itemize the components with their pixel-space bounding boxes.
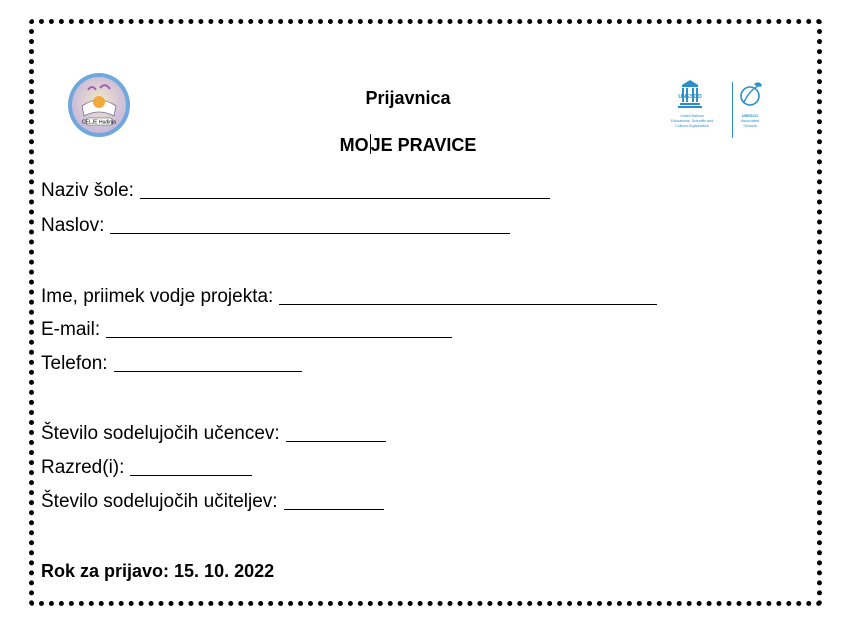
field-phone: Telefon: (41, 353, 302, 375)
field-leader-name: Ime, priimek vodje projekta: (41, 286, 657, 308)
field-classes: Razred(i): (41, 457, 252, 479)
unesco-logo (662, 76, 780, 142)
leader-name-blank[interactable] (279, 286, 657, 305)
svg-text:Schools: Schools (743, 124, 757, 128)
field-teacher-count: Število sodelujočih učiteljev: (41, 491, 384, 513)
teacher-count-blank[interactable] (284, 491, 384, 510)
school-name-blank[interactable] (140, 180, 550, 199)
classes-blank[interactable] (130, 457, 252, 476)
field-school-name: Naziv šole: (41, 180, 550, 202)
svg-text:Educational, Scientific and: Educational, Scientific and (670, 119, 714, 123)
field-student-count: Število sodelujočih učencev: (41, 423, 386, 445)
phone-blank[interactable] (114, 353, 302, 372)
field-address: Naslov: (41, 215, 510, 237)
form-title: Prijavnica (365, 88, 451, 108)
form-subtitle: MO JE PRAVICE (339, 135, 477, 155)
svg-text:United Nations: United Nations (680, 114, 704, 118)
deadline-text: Rok za prijavo: 15. 10. 2022 (41, 561, 275, 581)
seal-text: CELJE Hudinja (82, 119, 116, 126)
unesco-wordmark: UNESCO (678, 94, 702, 100)
email-blank[interactable] (106, 319, 452, 338)
svg-text:UNESCO: UNESCO (741, 114, 759, 118)
student-count-blank[interactable] (286, 423, 386, 442)
field-email: E-mail: (41, 319, 452, 341)
svg-text:Cultural Organization: Cultural Organization (675, 124, 709, 128)
svg-text:Associated: Associated (740, 119, 760, 123)
address-blank[interactable] (110, 215, 510, 234)
